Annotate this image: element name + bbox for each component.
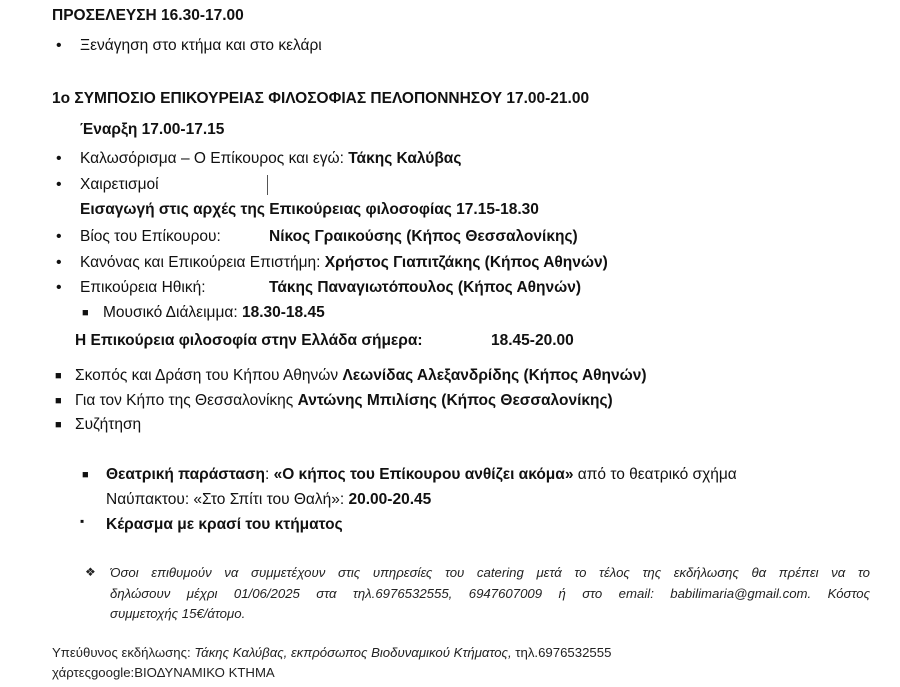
today-time: 18.45-20.00 [491,332,574,349]
arrival-heading: ΠΡΟΣΕΛΕΥΣΗ 16.30-17.00 [52,7,244,24]
welcome-speaker: Τάκης Καλύβας [348,150,462,167]
today-item-text: Σκοπός και Δράση του Κήπου Αθηνών [75,367,343,384]
maps-label: χάρτεςgoogle: [52,665,135,680]
bullet-icon: • [56,254,62,271]
talk-item [80,253,608,273]
square-bullet-icon: ■ [55,395,62,407]
break-text: Μουσικό Διάλειμμα: [103,304,242,321]
today-item [75,366,647,386]
note-line-2: δηλώσουν μέχρι 01/06/2025 στα τηλ.6976532555, 6947607009 ή στο email: babilimaria@gmail.com. Κόστος [110,586,870,601]
bullet-icon: • [56,176,62,193]
organizer-label: Υπεύθυνος εκδήλωσης: [52,645,195,660]
note-line-1: Όσοι επιθυμούν να συμμετέχουν στις υπηρεσίες του catering μετά το τέλος της εκδήλωσης θα πρέπει να το [110,565,870,580]
talk-text: Βίος του Επίκουρου: [80,228,221,245]
today-item-text: Για τον Κήπο της Θεσσαλονίκης [75,392,298,409]
talk-speaker: Τάκης Παναγιωτόπουλος (Κήπος Αθηνών) [269,279,581,296]
symposium-title: 1ο ΣΥΜΠΟΣΙΟ ΕΠΙΚΟΥΡΕΙΑΣ ΦΙΛΟΣΟΦΙΑΣ ΠΕΛΟΠΟΝΝΗΣΟΥ 17.00-21.00 [52,90,590,107]
greetings-item: Χαιρετισμοί [80,176,159,193]
maps-line [52,663,275,682]
diamond-bullet-icon: ❖ [85,565,96,579]
theatre-company: Ναύπακτου: «Στο Σπίτι του Θαλή»: [106,491,349,508]
today-item-speaker: Αντώνης Μπιλίσης (Κήπος Θεσσαλονίκης) [297,392,613,409]
square-bullet-icon: ■ [55,419,62,431]
today-item-speaker: Λεωνίδας Αλεξανδρίδης (Κήπος Αθηνών) [342,367,647,384]
today-heading: Η Επικούρεια φιλοσοφία στην Ελλάδα σήμερα: [75,332,423,349]
talk-speaker: Νίκος Γραικούσης (Κήπος Θεσσαλονίκης) [269,228,578,245]
treat-item: Κέρασμα με κρασί του κτήματος [106,516,343,533]
welcome-item [80,149,461,169]
bullet-icon: • [56,37,62,54]
theatre-label: Θεατρική παράσταση [106,466,265,483]
break-time: 18.30-18.45 [241,304,325,321]
theatre-colon: : [264,466,274,483]
theatre-play: «Ο κήπος του Επίκουρου ανθίζει ακόμα» [273,466,574,483]
intro-heading: Εισαγωγή στις αρχές της Επικούρειας φιλοσοφίας 17.15-18.30 [80,201,539,218]
bullet-icon: • [56,228,62,245]
text-cursor [267,175,268,195]
welcome-text: Καλωσόρισμα – Ο Επίκουρος και εγώ: [80,150,349,167]
today-item-text: Συζήτηση [75,416,142,433]
theatre-time: 20.00-20.45 [348,491,432,508]
square-bullet-icon: ■ [55,370,62,382]
talk-speaker: Χρήστος Γιαπιτζάκης (Κήπος Αθηνών) [324,254,608,271]
theatre-item [106,465,737,485]
bullet-icon: ▪ [80,514,85,528]
bullet-icon: • [56,150,62,167]
organizer-person: Τάκης Καλύβας, εκπρόσωπος Βιοδυναμικού Κτήματος, [194,645,512,660]
organizer-line [52,643,611,662]
square-bullet-icon: ■ [82,307,89,319]
bullet-icon: • [56,279,62,296]
maps-value: ΒΙΟΔΥΝΑΜΙΚΟ ΚΤΗΜΑ [134,665,275,680]
arrival-item: Ξενάγηση στο κτήμα και στο κελάρι [80,37,322,54]
note-line-3: συμμετοχής 15€/άτομο. [110,606,246,621]
opening-heading: Έναρξη 17.00-17.15 [80,121,225,138]
talk-text: Κανόνας και Επικούρεια Επιστήμη: [80,254,321,271]
talk-text: Επικούρεια Ηθική: [80,279,206,296]
break-item [103,303,325,323]
theatre-item-line2 [106,490,431,510]
theatre-rest: από το θεατρικό σχήμα [573,466,737,483]
organizer-phone: τηλ.6976532555 [511,645,612,660]
today-item [75,391,613,411]
square-bullet-icon: ■ [82,469,89,481]
